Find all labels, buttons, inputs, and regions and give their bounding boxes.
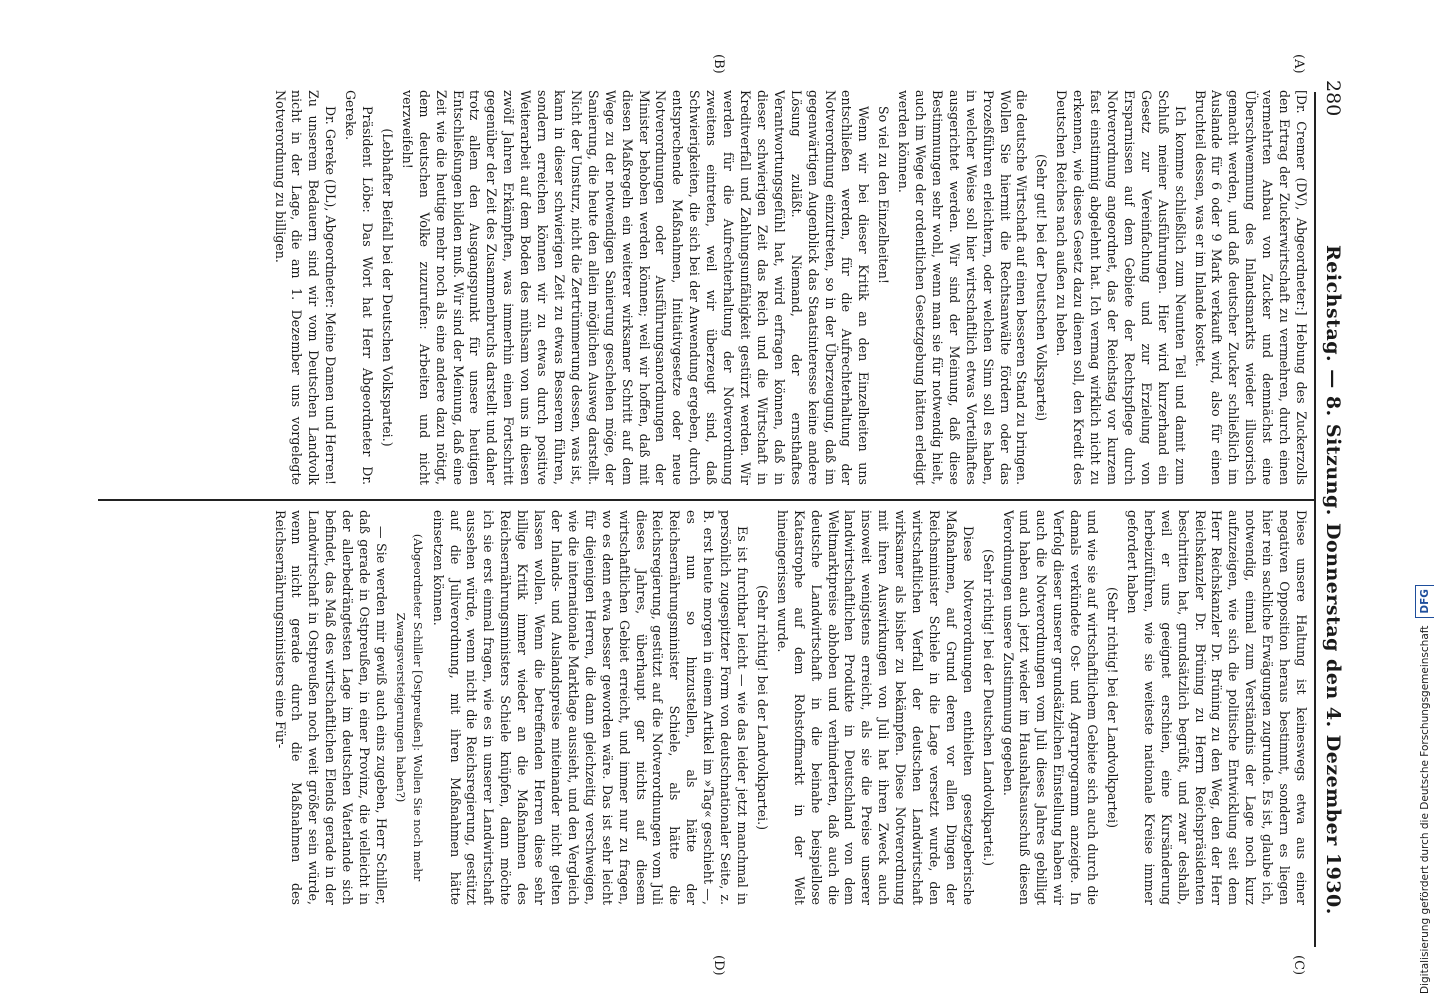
margin-marker-b: (B) — [711, 54, 726, 74]
header-rule — [1314, 92, 1316, 947]
paragraph: Es ist furchtbar leicht — wie das leider jetzt manchmal in persönlich zugespitzter Form von deutschnationaler Seite, z. B. erst heute morgen in einem Artikel im »Tag« geschieht —, es nun so hinzustellen, als hätte der Reichsernährungsminister Schiele, als hätte die Reichsregierung, gestützt auf die Notverordnungen vom Juli dieses Jahres, überhaupt gar nichts auf diesem wirtschaftlichen Gebiet erreicht, und immer nur zu fragen, wo es denn etwa besser geworden wäre. Das ist sehr leicht für diejenigen Herren, die dann gleichzeitig verschweigen, wie die internationale Marktlage aussieht, und den Vergleich der Inlands- und Auslandspreise miteinander nicht gelten lassen wollen. Wenn die betreffenden Herren diese sehr billige Kritik immer wieder an die Maßnahmen des Reichsernährungsministers Schiele knüpfen, dann möchte ich sie erst einmal fragen, wie es in unserer Landwirtschaft aussehen würde, wenn nicht die Reichsregierung, gestützt auf die Juliverordnung, mit ihren Maßnahmen hätte einsetzen können. — [430, 510, 750, 905]
margin-marker-a: (A) — [1291, 54, 1306, 74]
speaker-paragraph: Präsident Löbe: Das Wort hat Herr Abgeordneter Dr. Gereke. — [343, 90, 376, 485]
paragraph: — Sie werden mir gewiß auch eins zugeben, Herr Schiller, daß gerade in Ostpreußen, in einer Provinz, die vielleicht in der allerbedrängtesten Lage im deutschen Vaterlande sich befindet, das Maß des wirtschaftlichen Elends gerade in der Landwirtschaft in Ostpreußen noch weit größer sein würde, wenn nicht gerade durch die Maßnahmen des Reichsernährungsministers eine Für- — [272, 510, 389, 905]
right-column — [99, 510, 1309, 905]
page-title: Reichstag. — 8. Sitzung. Donnerstag den 4. Dezember 1930. — [1322, 245, 1344, 915]
paragraph: die deutsche Wirtschaft auf einen besseren Stand zu bringen. Wollen Sie hiermit die Rechtsanwälte fördern oder das Prozeßführen erleichtern, oder welchen Sinn soll es haben, in welcher Weise soll hier wirtschaftlich etwas Vorteilhaftes ausgerichtet werden. Wir sind der Meinung, daß diese Bestimmungen sehr wohl, wenn man sie für notwendig hielt, auch im Wege der ordentlichen Gesetzgebung hätten erledigt werden können. — [896, 90, 1030, 485]
paragraph: So viel zu den Einzelheiten! — [876, 106, 892, 284]
page-header — [1314, 80, 1344, 980]
left-column — [99, 90, 1309, 485]
interjection: (Sehr richtig! bei der Landvolkpartei.) — [754, 584, 770, 831]
funding-note — [1415, 4, 1433, 1000]
interjection: (Sehr richtig! bei der Deutschen Landvolkpartei.) — [980, 548, 996, 866]
interjection: (Lebhafter Beifall bei der Deutschen Volkspartei.) — [379, 128, 395, 447]
interjection: (Abgeordneter Schiller [Ostpreußen]: Wollen Sie noch mehr Zwangsversteigerungen haben?) — [393, 533, 425, 882]
interjection: (Sehr richtig! bei der Landvolkpartei) — [1105, 586, 1121, 829]
paragraph: und wie sie auf wirtschaftlichem Gebiete sich auch durch die damals verkündete Ost- und Agrarprogramm anzeigte. In Verfolg dieser unserer grundsätzlichen Einstellung haben wir auch die Notverordnungen vom Juli dieses Jahres gebilligt und haben auch jetzt wieder im Haushaltsausschuß diesen Verordnungen unsere Zustimmung gegeben. — [1000, 510, 1101, 905]
margin-marker-c: (C) — [1291, 955, 1306, 976]
page-number: 280 — [1322, 80, 1344, 117]
paragraph: Wenn wir bei dieser Kritik an den Einzelheiten uns entschließen werden, für die Aufrechterhaltung der Notverordnung einzutreten, so in der Überzeugung, daß im gegenwärtigen Augenblick das Staatsinteresse keine andere Lösung zuläßt. Niemand, der ernsthaftes Verantwortungsgefühl hat, wird erfragen können, daß in dieser schwierigen Zeit das Reich und die Wirtschaft in Kreditverfall und Zahlungsunfähigkeit gestürzt werden. Wir werden für die Aufrechterhaltung der Notverordnung zweitens eintreten, weil wir überzeugt sind, daß Schwierigkeiten, die sich bei der Anwendung ergeben, durch entsprechende Maßnahmen, Initiativgesetze oder neue Notverordnungen oder Ausführungsanordnungen der Minister behoben werden können; weil wir hoffen, daß mit diesen Maßregeln ein weiterer wirksamer Schritt auf dem Wege zu der notwendigen Sanierung geschehen möge, der Sanierung, die heute den allein möglichen Ausweg darstellt. Nicht der Umsturz, nicht die Zertrümmerung dessen, was ist, kann in dieser schwierigen Zeit zu etwas Besserem führen, sondern erreichen können wir zu etwas durch positive Weiterarbeit auf dem Boden des mühsam von uns in diesen zwölf Jahren Erkämpften, was immerhin einen Fortschritt gegenüber der Zeit des Zusammenbruchs darstellt und daher trotz allem den Ausgangspunkt für unsere heutigen Entschließungen bilden muß. Wir sind der Meinung, daß eine Zeit wie die heutige mehr noch als eine andere dazu nötigt, dem deutschen Volke zuzurufen: Arbeiten und nicht verzweifeln! — [399, 90, 872, 485]
column-divider — [98, 499, 1316, 501]
funding-sidebar — [1415, 10, 1433, 1000]
paragraph: [Dr. Cremer (DV), Abgeordneter:] Hebung des Zuckerzolls den Ertrag der Zuckerwirtschaft zu vermehren, durch einen vermehrten Anbau von Zucker und demnächst eine Überschwemmung des Inlandsmarkts wieder illusorisch gemacht werden, und daß deutscher Zucker schließlich im Auslande für 6 oder 9 Mark verkauft wird, also für einen Bruchteil dessen, was er im Inlande kostet. — [1192, 90, 1309, 485]
margin-marker-d: (D) — [711, 955, 726, 976]
paragraph: Diese unsere Haltung ist keineswegs etwa aus einer negativen Opposition heraus bestimmt, sondern es liegen hier rein sachliche Erwägungen zugrunde. Es ist, glaube ich, notwendig, einmal zum Verständnis der Lage noch kurz aufzuzeigen, wie sich die politische Entwicklung seit dem Herr Reichskanzler Dr. Brüning zu den Weg, den der Herr Reichskanzler Dr. Brüning zu Herrn Reichspräsidenten beschritten hat, grundsätzlich begrüßt, und zwar deshalb, weil er uns geeignet erschien, eine Kursänderung herbeizuführen, wie sie weiteste nationale Kreise immer gefordert haben — [1124, 510, 1309, 905]
funding-text: Digitalisierung gefördert durch die Deutsche Forschungsgemeinschaft — [1419, 625, 1431, 994]
paragraph: Ich komme schließlich zum Neunten Teil und damit zum Schluß meiner Ausführungen. Hier wird kurzerhand ein Gesetz zur Vereinfachung und zur Erzielung von Ersparnissen auf dem Gebiete der Rechtspflege durch Notverordnung angeordnet, das der Reichstag vor kurzem fast einstimmig abgelehnt hat. Ich vermag wirklich nicht zu erkennen, wie dieses Gesetz dazu dienen soll, den Kredit des Deutschen Reiches nach außen zu heben. — [1054, 90, 1188, 485]
paragraph: Diese Notverordnungen enthielten gesetzgeberische Maßnahmen, auf Grund deren vor allen Dingen der Reichsminister Schiele in die Lage versetzt wurde, den wirtschaftlichen Verfall der deutschen Landwirtschaft wirksamer als bisher zu bekämpfen. Diese Notverordnung mit ihren Auswirkungen von Juli hat ihren Zweck auch insoweit wenigstens erreicht, als sie die Preise unserer landwirtschaftlichen Produkte in Deutschland von dem Weltmarktpreise abhoben und verhinderten, daß auch die deutsche Landwirtschaft in die beinahe beispiellose Katastrophe auf dem Rohstoffmarkt in der Welt hineingerissen wurde. — [774, 510, 976, 905]
interjection: (Sehr gut! bei der Deutschen Volkspartei) — [1034, 153, 1050, 422]
speaker-paragraph: Dr. Gereke (DL), Abgeordneter: Meine Damen und Herren! Zu unserem Bedauern sind wir vom Deutschen Landvolk nicht in der Lage, die am 1. Dezember uns vorgelegte Notverordnung zu billigen. — [272, 90, 339, 485]
dfg-logo: DFG — [1415, 585, 1434, 618]
